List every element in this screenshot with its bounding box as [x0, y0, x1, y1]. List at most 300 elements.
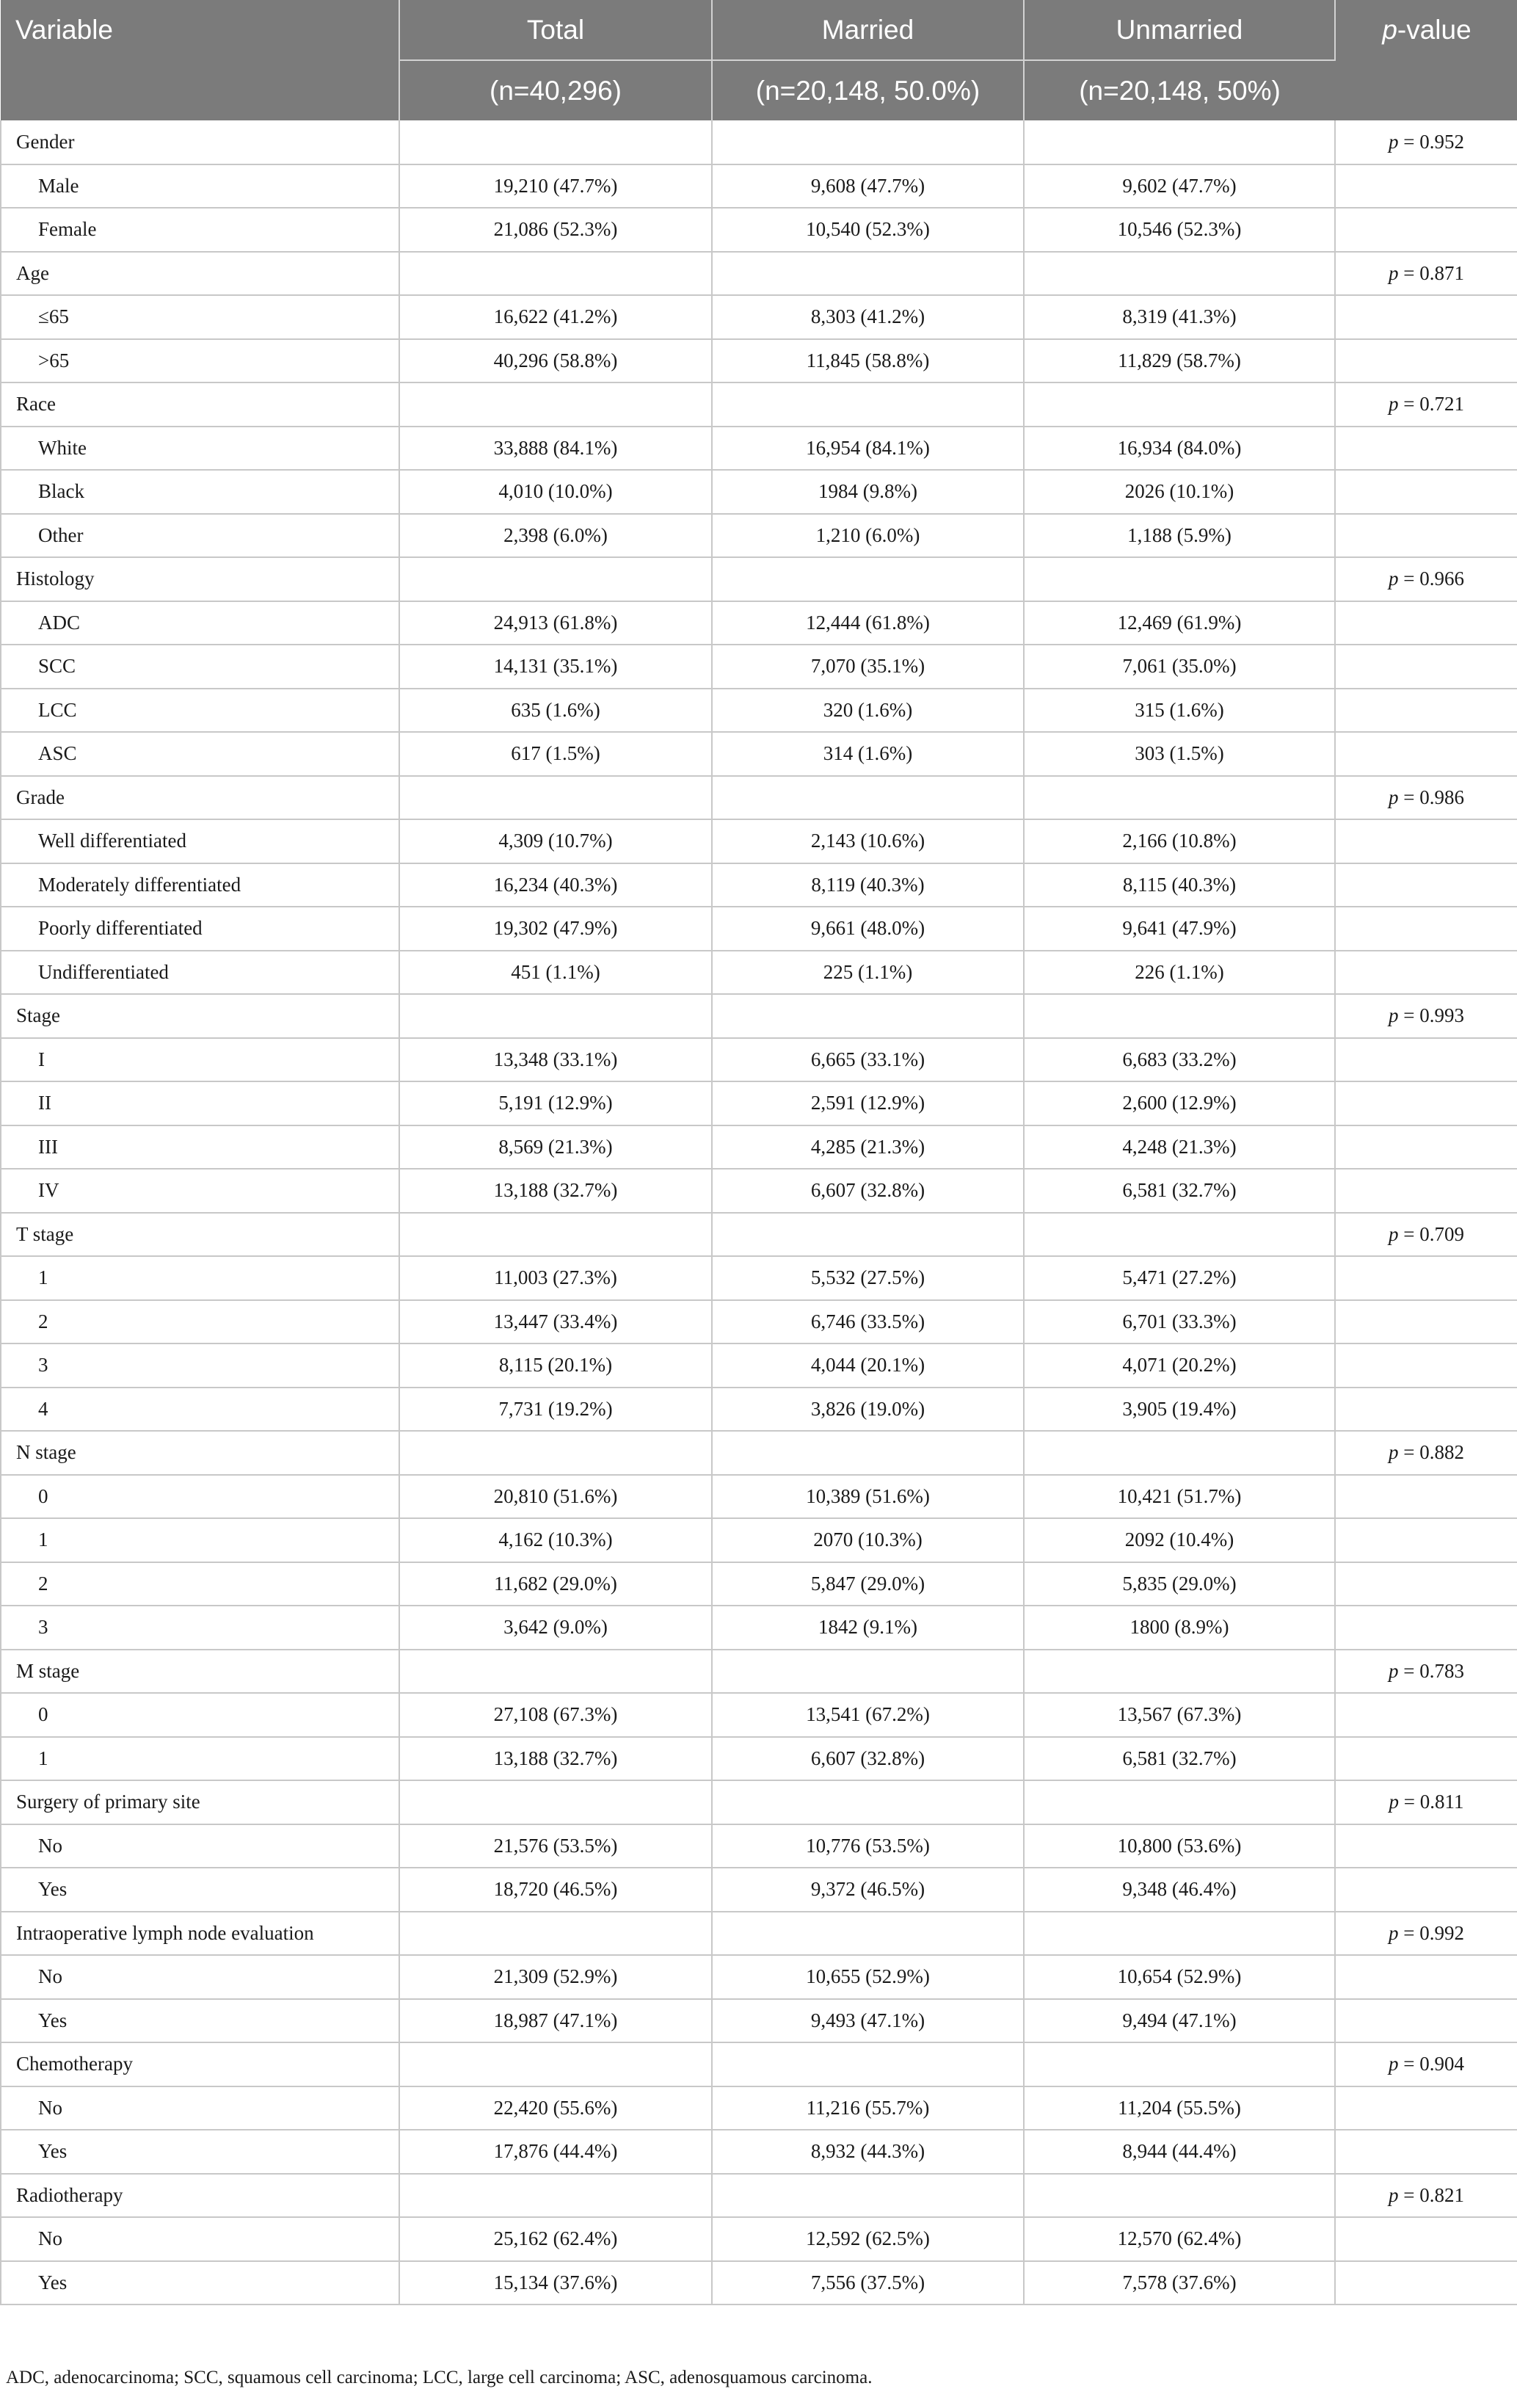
cell-married: 1,210 (6.0%)	[712, 514, 1024, 558]
row-label: ≤65	[1, 295, 399, 339]
cell-unmarried: 6,701 (33.3%)	[1024, 1300, 1335, 1344]
cell-married: 12,592 (62.5%)	[712, 2217, 1024, 2261]
table-footnote: ADC, adenocarcinoma; SCC, squamous cell carcinoma; LCC, large cell carcinoma; ASC, adenosquamous carcinoma.	[6, 2368, 873, 2387]
cell-pvalue: p = 0.871	[1335, 252, 1517, 296]
table-group-row	[1, 2042, 1517, 2086]
cell-unmarried: 8,319 (41.3%)	[1024, 295, 1335, 339]
row-label: Black	[1, 470, 399, 514]
table-row	[1, 1038, 1517, 1082]
cell-married: 9,608 (47.7%)	[712, 164, 1024, 208]
cell-married: 320 (1.6%)	[712, 689, 1024, 733]
cell-unmarried	[1024, 776, 1335, 820]
cell-married	[712, 1780, 1024, 1824]
cell-unmarried: 9,602 (47.7%)	[1024, 164, 1335, 208]
cell-total: 27,108 (67.3%)	[399, 1693, 712, 1737]
cell-total	[399, 1431, 712, 1475]
cell-pvalue	[1335, 863, 1517, 907]
cell-total: 5,191 (12.9%)	[399, 1081, 712, 1125]
row-label: 4	[1, 1388, 399, 1432]
cell-total	[399, 382, 712, 427]
cell-married	[712, 1650, 1024, 1694]
cell-unmarried: 13,567 (67.3%)	[1024, 1693, 1335, 1737]
cell-pvalue	[1335, 1081, 1517, 1125]
cell-total	[399, 994, 712, 1038]
row-label: 1	[1, 1518, 399, 1562]
cell-pvalue	[1335, 1038, 1517, 1082]
cell-married: 10,389 (51.6%)	[712, 1475, 1024, 1519]
row-label: No	[1, 2217, 399, 2261]
cell-unmarried: 7,061 (35.0%)	[1024, 645, 1335, 689]
cell-total: 11,682 (29.0%)	[399, 1562, 712, 1606]
table-row	[1, 819, 1517, 863]
cell-unmarried	[1024, 2174, 1335, 2218]
table-row	[1, 1606, 1517, 1650]
cell-total	[399, 2042, 712, 2086]
header-pvalue	[1335, 0, 1517, 120]
cell-pvalue	[1335, 339, 1517, 383]
header-married-n: (n=20,148, 50.0%)	[712, 60, 1024, 120]
header-total: Total	[399, 0, 712, 60]
cell-total: 13,188 (32.7%)	[399, 1737, 712, 1781]
table-row	[1, 1518, 1517, 1562]
cell-total: 13,447 (33.4%)	[399, 1300, 712, 1344]
row-label: Undifferentiated	[1, 951, 399, 995]
row-label: IV	[1, 1169, 399, 1213]
cell-married: 314 (1.6%)	[712, 732, 1024, 776]
cell-total: 33,888 (84.1%)	[399, 427, 712, 471]
cell-total: 635 (1.6%)	[399, 689, 712, 733]
cell-unmarried: 11,204 (55.5%)	[1024, 2086, 1335, 2130]
table-row	[1, 2217, 1517, 2261]
header-total-n: (n=40,296)	[399, 60, 712, 120]
cell-unmarried	[1024, 252, 1335, 296]
cell-married: 10,540 (52.3%)	[712, 208, 1024, 252]
cell-pvalue: p = 0.721	[1335, 382, 1517, 427]
cell-pvalue: p = 0.993	[1335, 994, 1517, 1038]
table-row	[1, 164, 1517, 208]
cell-total: 11,003 (27.3%)	[399, 1256, 712, 1300]
table-row	[1, 689, 1517, 733]
cell-married	[712, 1213, 1024, 1257]
cell-pvalue	[1335, 295, 1517, 339]
table-row	[1, 1169, 1517, 1213]
row-label: ASC	[1, 732, 399, 776]
cell-unmarried: 6,581 (32.7%)	[1024, 1737, 1335, 1781]
cell-pvalue	[1335, 1999, 1517, 2043]
table-header	[1, 0, 1517, 120]
table-group-row	[1, 382, 1517, 427]
table-body	[1, 120, 1517, 2304]
cell-pvalue: p = 0.966	[1335, 557, 1517, 601]
cell-unmarried	[1024, 382, 1335, 427]
cell-pvalue	[1335, 514, 1517, 558]
cell-total	[399, 557, 712, 601]
header-pvalue-p: p	[1382, 15, 1397, 45]
cell-married	[712, 382, 1024, 427]
row-label: Other	[1, 514, 399, 558]
cell-total: 21,309 (52.9%)	[399, 1955, 712, 1999]
cell-pvalue: p = 0.709	[1335, 1213, 1517, 1257]
cell-pvalue	[1335, 1606, 1517, 1650]
cell-pvalue	[1335, 1518, 1517, 1562]
table-group-row	[1, 776, 1517, 820]
cell-unmarried	[1024, 1213, 1335, 1257]
cell-unmarried	[1024, 1780, 1335, 1824]
table-row	[1, 1999, 1517, 2043]
cell-total: 16,234 (40.3%)	[399, 863, 712, 907]
cell-total: 3,642 (9.0%)	[399, 1606, 712, 1650]
cell-pvalue	[1335, 1824, 1517, 1868]
cell-pvalue: p = 0.821	[1335, 2174, 1517, 2218]
cell-pvalue	[1335, 1955, 1517, 1999]
cell-pvalue	[1335, 2261, 1517, 2305]
cell-unmarried: 2026 (10.1%)	[1024, 470, 1335, 514]
cell-pvalue	[1335, 1300, 1517, 1344]
cell-total: 2,398 (6.0%)	[399, 514, 712, 558]
cell-pvalue: p = 0.992	[1335, 1912, 1517, 1956]
row-label: SCC	[1, 645, 399, 689]
row-label: 3	[1, 1343, 399, 1388]
row-label: Surgery of primary site	[1, 1780, 399, 1824]
cell-total: 4,010 (10.0%)	[399, 470, 712, 514]
table-row	[1, 601, 1517, 645]
cell-married: 9,493 (47.1%)	[712, 1999, 1024, 2043]
cell-married	[712, 252, 1024, 296]
cell-unmarried	[1024, 1431, 1335, 1475]
table-row	[1, 2086, 1517, 2130]
cell-total: 7,731 (19.2%)	[399, 1388, 712, 1432]
cell-unmarried: 4,071 (20.2%)	[1024, 1343, 1335, 1388]
cell-unmarried: 11,829 (58.7%)	[1024, 339, 1335, 383]
cell-married: 2070 (10.3%)	[712, 1518, 1024, 1562]
cell-pvalue	[1335, 2217, 1517, 2261]
table-group-row	[1, 1912, 1517, 1956]
row-label: 1	[1, 1737, 399, 1781]
cell-pvalue: p = 0.811	[1335, 1780, 1517, 1824]
cell-unmarried: 2,166 (10.8%)	[1024, 819, 1335, 863]
cell-unmarried: 2092 (10.4%)	[1024, 1518, 1335, 1562]
cell-unmarried: 5,471 (27.2%)	[1024, 1256, 1335, 1300]
table-row	[1, 208, 1517, 252]
row-label: Well differentiated	[1, 819, 399, 863]
table-row	[1, 1955, 1517, 1999]
cell-pvalue: p = 0.904	[1335, 2042, 1517, 2086]
cell-unmarried: 10,421 (51.7%)	[1024, 1475, 1335, 1519]
table-row	[1, 1868, 1517, 1912]
row-label: ADC	[1, 601, 399, 645]
cell-unmarried: 8,115 (40.3%)	[1024, 863, 1335, 907]
cell-married	[712, 994, 1024, 1038]
cell-total	[399, 1650, 712, 1694]
cell-unmarried: 7,578 (37.6%)	[1024, 2261, 1335, 2305]
cell-total	[399, 120, 712, 164]
row-label: Moderately differentiated	[1, 863, 399, 907]
cell-pvalue	[1335, 1693, 1517, 1737]
cell-unmarried: 10,800 (53.6%)	[1024, 1824, 1335, 1868]
cell-married	[712, 120, 1024, 164]
cell-unmarried	[1024, 994, 1335, 1038]
row-label: 2	[1, 1562, 399, 1606]
cell-unmarried: 2,600 (12.9%)	[1024, 1081, 1335, 1125]
row-label: I	[1, 1038, 399, 1082]
cell-unmarried	[1024, 557, 1335, 601]
cell-married: 9,661 (48.0%)	[712, 907, 1024, 951]
table-group-row	[1, 252, 1517, 296]
cell-unmarried: 9,641 (47.9%)	[1024, 907, 1335, 951]
cell-married: 8,303 (41.2%)	[712, 295, 1024, 339]
cell-total: 17,876 (44.4%)	[399, 2130, 712, 2174]
cell-married: 6,665 (33.1%)	[712, 1038, 1024, 1082]
row-label: III	[1, 1125, 399, 1169]
cell-total	[399, 252, 712, 296]
cell-unmarried: 1800 (8.9%)	[1024, 1606, 1335, 1650]
cell-married: 6,607 (32.8%)	[712, 1169, 1024, 1213]
cell-pvalue: p = 0.952	[1335, 120, 1517, 164]
cell-total	[399, 776, 712, 820]
cell-married: 1984 (9.8%)	[712, 470, 1024, 514]
cell-married: 4,285 (21.3%)	[712, 1125, 1024, 1169]
cell-unmarried: 16,934 (84.0%)	[1024, 427, 1335, 471]
row-label: Grade	[1, 776, 399, 820]
cell-total: 21,086 (52.3%)	[399, 208, 712, 252]
cell-pvalue	[1335, 208, 1517, 252]
cell-pvalue: p = 0.882	[1335, 1431, 1517, 1475]
cell-pvalue	[1335, 819, 1517, 863]
table-group-row	[1, 1431, 1517, 1475]
cell-unmarried	[1024, 2042, 1335, 2086]
row-label: LCC	[1, 689, 399, 733]
cell-unmarried: 8,944 (44.4%)	[1024, 2130, 1335, 2174]
cell-married: 10,655 (52.9%)	[712, 1955, 1024, 1999]
cell-married: 6,607 (32.8%)	[712, 1737, 1024, 1781]
table-row	[1, 1737, 1517, 1781]
cell-total: 19,210 (47.7%)	[399, 164, 712, 208]
cell-pvalue	[1335, 2130, 1517, 2174]
cell-unmarried: 226 (1.1%)	[1024, 951, 1335, 995]
cell-married: 2,591 (12.9%)	[712, 1081, 1024, 1125]
cell-unmarried: 6,581 (32.7%)	[1024, 1169, 1335, 1213]
cell-unmarried: 12,469 (61.9%)	[1024, 601, 1335, 645]
cell-pvalue	[1335, 1388, 1517, 1432]
cell-pvalue	[1335, 1169, 1517, 1213]
table-row	[1, 427, 1517, 471]
table-group-row	[1, 1213, 1517, 1257]
row-label: No	[1, 1955, 399, 1999]
cell-married: 5,847 (29.0%)	[712, 1562, 1024, 1606]
table-row	[1, 2130, 1517, 2174]
cell-unmarried: 303 (1.5%)	[1024, 732, 1335, 776]
table-row	[1, 1824, 1517, 1868]
table-row	[1, 514, 1517, 558]
table-row	[1, 1562, 1517, 1606]
cell-married: 4,044 (20.1%)	[712, 1343, 1024, 1388]
cell-total	[399, 1213, 712, 1257]
cell-married: 2,143 (10.6%)	[712, 819, 1024, 863]
row-label: 1	[1, 1256, 399, 1300]
cell-married	[712, 2042, 1024, 2086]
table-group-row	[1, 994, 1517, 1038]
cell-unmarried: 6,683 (33.2%)	[1024, 1038, 1335, 1082]
cell-pvalue	[1335, 427, 1517, 471]
cell-pvalue	[1335, 1562, 1517, 1606]
row-label: 0	[1, 1693, 399, 1737]
header-variable: Variable	[1, 0, 399, 120]
row-label: Histology	[1, 557, 399, 601]
row-label: T stage	[1, 1213, 399, 1257]
row-label: N stage	[1, 1431, 399, 1475]
cell-married: 11,845 (58.8%)	[712, 339, 1024, 383]
table-row	[1, 1081, 1517, 1125]
row-label: Female	[1, 208, 399, 252]
cell-pvalue	[1335, 1868, 1517, 1912]
cell-married: 10,776 (53.5%)	[712, 1824, 1024, 1868]
cell-married	[712, 2174, 1024, 2218]
cell-married: 3,826 (19.0%)	[712, 1388, 1024, 1432]
cell-total: 617 (1.5%)	[399, 732, 712, 776]
row-label: No	[1, 1824, 399, 1868]
table-row	[1, 2261, 1517, 2305]
table-row	[1, 645, 1517, 689]
header-unmarried-n: (n=20,148, 50%)	[1024, 60, 1335, 120]
cell-total: 8,569 (21.3%)	[399, 1125, 712, 1169]
row-label: Stage	[1, 994, 399, 1038]
cell-total: 16,622 (41.2%)	[399, 295, 712, 339]
cell-total: 8,115 (20.1%)	[399, 1343, 712, 1388]
table-row	[1, 295, 1517, 339]
row-label: M stage	[1, 1650, 399, 1694]
cell-pvalue: p = 0.783	[1335, 1650, 1517, 1694]
cell-pvalue	[1335, 1256, 1517, 1300]
table-row	[1, 863, 1517, 907]
cell-pvalue	[1335, 1125, 1517, 1169]
cell-married: 225 (1.1%)	[712, 951, 1024, 995]
cell-married: 16,954 (84.1%)	[712, 427, 1024, 471]
cell-unmarried: 4,248 (21.3%)	[1024, 1125, 1335, 1169]
table-row	[1, 1693, 1517, 1737]
cell-total: 451 (1.1%)	[399, 951, 712, 995]
row-label: Chemotherapy	[1, 2042, 399, 2086]
cell-unmarried: 9,494 (47.1%)	[1024, 1999, 1335, 2043]
header-married: Married	[712, 0, 1024, 60]
cell-married: 5,532 (27.5%)	[712, 1256, 1024, 1300]
cell-pvalue	[1335, 689, 1517, 733]
cell-total: 40,296 (58.8%)	[399, 339, 712, 383]
cell-unmarried	[1024, 120, 1335, 164]
table-group-row	[1, 2174, 1517, 2218]
row-label: Intraoperative lymph node evaluation	[1, 1912, 399, 1956]
cell-pvalue	[1335, 1343, 1517, 1388]
row-label: Radiotherapy	[1, 2174, 399, 2218]
cell-pvalue	[1335, 907, 1517, 951]
row-label: Yes	[1, 1868, 399, 1912]
cell-unmarried: 10,546 (52.3%)	[1024, 208, 1335, 252]
cell-pvalue	[1335, 601, 1517, 645]
cell-married: 6,746 (33.5%)	[712, 1300, 1024, 1344]
row-label: 2	[1, 1300, 399, 1344]
table-group-row	[1, 557, 1517, 601]
table-row	[1, 470, 1517, 514]
header-unmarried: Unmarried	[1024, 0, 1335, 60]
table-row	[1, 1125, 1517, 1169]
cell-total	[399, 2174, 712, 2218]
cell-total: 25,162 (62.4%)	[399, 2217, 712, 2261]
table-row	[1, 1343, 1517, 1388]
cell-total: 18,720 (46.5%)	[399, 1868, 712, 1912]
cell-unmarried: 1,188 (5.9%)	[1024, 514, 1335, 558]
table-group-row	[1, 1780, 1517, 1824]
cell-pvalue	[1335, 1475, 1517, 1519]
row-label: Male	[1, 164, 399, 208]
row-label: Race	[1, 382, 399, 427]
table-row	[1, 1256, 1517, 1300]
cell-unmarried	[1024, 1912, 1335, 1956]
table-row	[1, 339, 1517, 383]
table-row	[1, 1388, 1517, 1432]
cell-married	[712, 557, 1024, 601]
cell-married: 7,070 (35.1%)	[712, 645, 1024, 689]
cell-total: 4,162 (10.3%)	[399, 1518, 712, 1562]
row-label: Yes	[1, 2130, 399, 2174]
cell-total: 13,188 (32.7%)	[399, 1169, 712, 1213]
cell-pvalue	[1335, 470, 1517, 514]
cell-married: 11,216 (55.7%)	[712, 2086, 1024, 2130]
cell-pvalue	[1335, 645, 1517, 689]
cell-unmarried: 10,654 (52.9%)	[1024, 1955, 1335, 1999]
row-label: 0	[1, 1475, 399, 1519]
header-row	[1, 0, 1517, 60]
cell-total: 18,987 (47.1%)	[399, 1999, 712, 2043]
cell-married: 8,119 (40.3%)	[712, 863, 1024, 907]
cell-pvalue	[1335, 951, 1517, 995]
cell-married	[712, 776, 1024, 820]
cell-pvalue	[1335, 2086, 1517, 2130]
cell-unmarried: 12,570 (62.4%)	[1024, 2217, 1335, 2261]
table-row	[1, 732, 1517, 776]
cell-total	[399, 1912, 712, 1956]
cell-married	[712, 1431, 1024, 1475]
row-label: Poorly differentiated	[1, 907, 399, 951]
cell-total: 14,131 (35.1%)	[399, 645, 712, 689]
cell-unmarried: 315 (1.6%)	[1024, 689, 1335, 733]
cell-pvalue	[1335, 732, 1517, 776]
cell-total: 19,302 (47.9%)	[399, 907, 712, 951]
row-label: 3	[1, 1606, 399, 1650]
cell-married: 1842 (9.1%)	[712, 1606, 1024, 1650]
row-label: Yes	[1, 1999, 399, 2043]
row-label: No	[1, 2086, 399, 2130]
cell-total: 24,913 (61.8%)	[399, 601, 712, 645]
row-label: Yes	[1, 2261, 399, 2305]
header-pvalue-suffix: -value	[1397, 15, 1471, 45]
cell-married	[712, 1912, 1024, 1956]
cell-total: 22,420 (55.6%)	[399, 2086, 712, 2130]
cell-total: 21,576 (53.5%)	[399, 1824, 712, 1868]
table-row	[1, 1475, 1517, 1519]
cell-total	[399, 1780, 712, 1824]
table-group-row	[1, 120, 1517, 164]
cell-married: 12,444 (61.8%)	[712, 601, 1024, 645]
row-label: Gender	[1, 120, 399, 164]
cell-total: 15,134 (37.6%)	[399, 2261, 712, 2305]
row-label: II	[1, 1081, 399, 1125]
cell-unmarried: 3,905 (19.4%)	[1024, 1388, 1335, 1432]
cell-pvalue	[1335, 164, 1517, 208]
cell-pvalue: p = 0.986	[1335, 776, 1517, 820]
table-row	[1, 907, 1517, 951]
cell-total: 20,810 (51.6%)	[399, 1475, 712, 1519]
cell-unmarried	[1024, 1650, 1335, 1694]
table-row	[1, 951, 1517, 995]
